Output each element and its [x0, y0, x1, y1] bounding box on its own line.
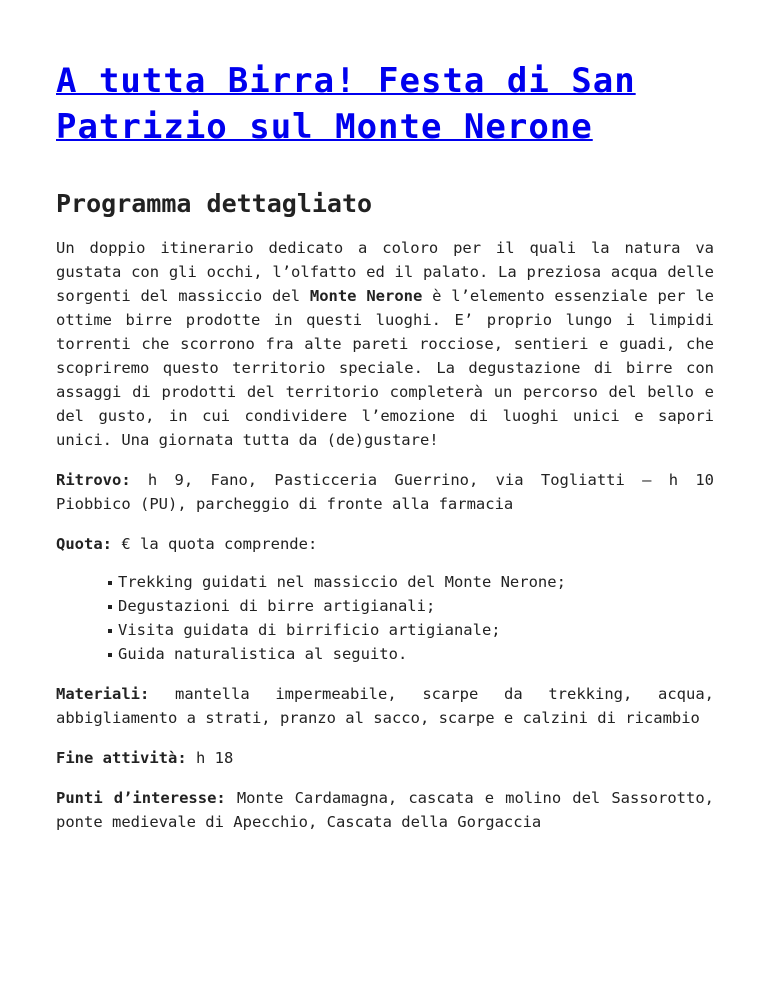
fine-attivita-label: Fine attività:	[56, 749, 187, 767]
intro-text-part1: Un doppio itinerario dedicato a coloro per il quali la natura va gustata con gli occhi, l’olfatto ed il palato. La preziosa acqua delle sorgenti del massiccio del	[56, 239, 714, 305]
quota-includes-list	[56, 570, 714, 666]
punti-interesse-value: Monte Cardamagna, cascata e molino del Sassorotto, ponte medievale di Apecchio, Cascata della Gorgaccia	[56, 789, 714, 831]
materiali-label: Materiali:	[56, 685, 150, 703]
list-item: Guida naturalistica al seguito.	[118, 642, 714, 666]
list-item: Visita guidata di birrificio artigianale;	[118, 618, 714, 642]
materiali-field	[56, 682, 714, 730]
post-title-link[interactable]: A tutta Birra! Festa di San Patrizio sul Monte Nerone	[56, 61, 636, 147]
list-item: Trekking guidati nel massiccio del Monte Nerone;	[118, 570, 714, 594]
ritrovo-field	[56, 468, 714, 516]
intro-paragraph	[56, 236, 714, 452]
quota-field	[56, 532, 714, 556]
materiali-value: mantella impermeabile, scarpe da trekking, acqua, abbigliamento a strati, pranzo al sacco, scarpe e calzini di ricambio	[56, 685, 714, 727]
section-heading: Programma dettagliato	[56, 189, 373, 218]
intro-text-part2: è l’elemento essenziale per le ottime birre prodotte in questi luoghi. E’ proprio lungo i limpidi torrenti che scorrono fra alte pareti rocciose, sentieri e guadi, che scopriremo questo territorio speciale. La degustazione di birre con assaggi di prodotti del territorio completerà un percorso del bello e del gusto, in cui condividere l’emozione di luoghi unici e sapori unici. Una giornata tutta da (de)gustare!	[56, 287, 714, 449]
list-item: Degustazioni di birre artigianali;	[118, 594, 714, 618]
intro-bold-monte-nerone: Monte Nerone	[309, 287, 423, 305]
quota-value: € la quota comprende:	[112, 535, 318, 553]
punti-interesse-field	[56, 786, 714, 834]
ritrovo-value: h 9, Fano, Pasticceria Guerrino, via Togliatti – h 10 Piobbico (PU), parcheggio di fronte alla farmacia	[56, 471, 714, 513]
article	[56, 58, 714, 834]
punti-interesse-label: Punti d’interesse:	[56, 789, 226, 807]
ritrovo-label: Ritrovo:	[56, 471, 131, 489]
fine-attivita-field	[56, 746, 714, 770]
fine-attivita-value: h 18	[186, 749, 234, 767]
post-title	[56, 58, 714, 150]
quota-label: Quota:	[56, 535, 112, 553]
